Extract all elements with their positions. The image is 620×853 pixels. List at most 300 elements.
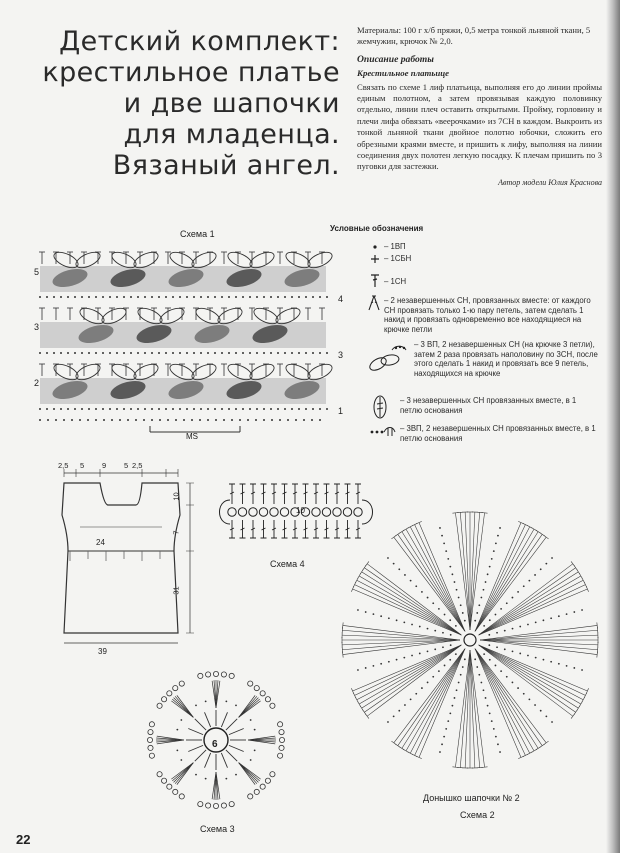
chain-dot [474, 658, 476, 660]
chain-dot [250, 759, 252, 761]
dc-spoke [402, 649, 465, 749]
chain-dot [497, 743, 499, 745]
chain-dot [249, 296, 251, 298]
dc-spoke [362, 572, 462, 635]
chain-dot [247, 419, 249, 421]
chain-dot [270, 352, 272, 354]
chain-dot [256, 352, 258, 354]
chain-dot [476, 612, 478, 614]
chain-dot [487, 705, 489, 707]
chain-dot [499, 751, 501, 753]
scheme4-center-num: 10 [296, 506, 305, 515]
chain-dot [449, 659, 451, 661]
chain-dot [434, 648, 436, 650]
chain-dot [489, 659, 491, 661]
dim-side: 7 [171, 530, 181, 535]
row-number-left: 5 [34, 267, 40, 277]
chain-dot [137, 352, 139, 354]
chain-dot [242, 296, 244, 298]
chain-dot [172, 296, 174, 298]
chain-dot [79, 419, 81, 421]
dc-stitch [303, 520, 309, 538]
chain-dot [523, 585, 525, 587]
chain-dot [88, 408, 90, 410]
dc-spoke [226, 719, 237, 730]
dc-spoke [479, 568, 576, 635]
chain-dot [109, 352, 111, 354]
chain-dot [144, 408, 146, 410]
chain-dot [462, 666, 464, 668]
chain-dot [447, 720, 449, 722]
chain-dot [485, 581, 487, 583]
chain-dot [111, 419, 113, 421]
chain-dot [53, 296, 55, 298]
dc-spoke [188, 745, 203, 751]
chain-dot [284, 408, 286, 410]
dress-text: Связать по схеме 1 лиф платьица, выполняя его до линии проймы единым полотном, а затем провязывая каждую половинку отдельно, линии плеч оставить открытыми. Пройму, горловину и плечи лифа обвязать «веерочками» из 7СН в каждом. Выкроить из тонкой льняной ткани двойное полотно юбочки, сложить его обрезными краями вместе, и пришить к лифу, выполняя на линии соединения двух полотен легкую посадку. К плечам пришить по 3 пуговки для застежки. [357, 81, 602, 172]
chain-loop [270, 508, 278, 516]
chain-dot [464, 658, 466, 660]
dim-center: 24 [96, 538, 105, 547]
chain-dot [228, 352, 230, 354]
chain-dot [432, 676, 434, 678]
chain-dot [452, 705, 454, 707]
dc-spoke [367, 564, 461, 635]
chain-dot [193, 408, 195, 410]
chain-dot [483, 689, 485, 691]
row-number-right: 3 [338, 350, 344, 360]
chain-dot [535, 657, 537, 659]
chain-dot [512, 682, 514, 684]
chain-dot [176, 729, 178, 731]
dim-top: 2,5 [132, 461, 143, 470]
chain-dot [249, 352, 251, 354]
chain-dot [165, 296, 167, 298]
chain-dot [488, 634, 490, 636]
stitch-top [544, 535, 549, 539]
chain-dot [319, 296, 321, 298]
dc-spoke [479, 645, 588, 691]
chain-dot [512, 597, 514, 599]
picot-loop [149, 753, 154, 758]
chain-dot [228, 408, 230, 410]
chain-dot [221, 352, 223, 354]
dc-spoke [221, 753, 227, 768]
chain-dot [180, 719, 182, 721]
dc-spoke [479, 645, 581, 704]
title-line: Вязаный ангел. [112, 150, 340, 181]
chain-dot [319, 419, 321, 421]
dc-spoke [357, 580, 462, 635]
dc-spoke [475, 649, 530, 754]
dc-spoke [357, 645, 462, 700]
scheme3-center-num: 6 [212, 739, 218, 750]
picot-loop [213, 803, 218, 808]
chain-dot [254, 749, 256, 751]
chain-dot [243, 767, 245, 769]
chain-dot [81, 408, 83, 410]
dc-spoke [480, 640, 598, 650]
chain-dot [495, 665, 497, 667]
chain-dot [489, 619, 491, 621]
chain-dot [326, 352, 328, 354]
chain-dot [195, 704, 197, 706]
chain-dot [179, 296, 181, 298]
chain-dot [478, 604, 480, 606]
scheme4-label: Схема 4 [270, 559, 305, 569]
chain-dot [495, 614, 497, 616]
chain-dot [519, 653, 521, 655]
chain-dot [53, 408, 55, 410]
dc-spoke [342, 640, 460, 650]
petal-stitch [239, 763, 255, 785]
dc-spoke [480, 630, 598, 640]
chain-dot [221, 408, 223, 410]
chain-dot [419, 653, 421, 655]
dc-spoke [475, 525, 525, 632]
picot-loop [265, 697, 270, 702]
chain-loop [228, 508, 236, 516]
dress-pattern [50, 465, 220, 665]
picot-loop [279, 745, 284, 750]
chain-dot [123, 408, 125, 410]
chain-dot [506, 602, 508, 604]
chain-dot [172, 352, 174, 354]
chain-dot [74, 408, 76, 410]
picot-loop [167, 784, 172, 789]
chain-dot [427, 650, 429, 652]
chain-dot [270, 296, 272, 298]
chain-dot [249, 408, 251, 410]
chain-dot [116, 296, 118, 298]
chain-dot [464, 620, 466, 622]
chain-dot [504, 630, 506, 632]
materials-text: Материалы: 100 г х/б пряжи, 0,5 метра тонкой льняной ткани, 5 жемчужин, крючок № 2,0. [357, 25, 591, 47]
chain-dot [180, 759, 182, 761]
chain-dot [456, 589, 458, 591]
dc-stitch [271, 484, 277, 504]
chain-dot [504, 648, 506, 650]
picot-loop [270, 772, 275, 777]
dc-spoke [406, 649, 465, 751]
picot-loop [167, 691, 172, 696]
stitch-top [342, 622, 343, 628]
dc-spoke [415, 649, 465, 756]
chain-dot [326, 296, 328, 298]
chain-dot [581, 669, 583, 671]
chain-dot [186, 296, 188, 298]
chain-dot [454, 697, 456, 699]
work-heading: Описание работы [357, 53, 434, 65]
dc-spoke [475, 527, 530, 632]
row-number-right: 1 [338, 406, 344, 416]
dc-spoke [398, 649, 465, 746]
chain-dot [442, 632, 444, 634]
chain-dot [47, 419, 49, 421]
chain-dot [137, 296, 139, 298]
chain-dot [527, 655, 529, 657]
chain-dot [527, 624, 529, 626]
dc-spoke [226, 750, 237, 761]
chain-dot [46, 408, 48, 410]
center-ring [464, 634, 476, 646]
dc-spoke [188, 729, 203, 735]
chain-dot [450, 644, 452, 646]
chain-dot [462, 612, 464, 614]
chain-dot [74, 296, 76, 298]
dc-spoke [359, 576, 461, 635]
chain-dot [242, 352, 244, 354]
chain-dot [186, 408, 188, 410]
chain-dot [215, 779, 217, 781]
chain-dot [200, 352, 202, 354]
dc-spoke [195, 750, 206, 761]
chain-dot [53, 352, 55, 354]
dot-icon [369, 242, 381, 252]
chain-dot [380, 663, 382, 665]
chain-dot [411, 624, 413, 626]
chain-dot [443, 736, 445, 738]
chain-dot [545, 715, 547, 717]
chain-dot [255, 739, 257, 741]
chain-dot [495, 543, 497, 545]
chain-dot [403, 657, 405, 659]
chain-dot [398, 568, 400, 570]
dc-stitch [282, 520, 288, 538]
chain-dot [165, 352, 167, 354]
dc-spoke [355, 645, 462, 695]
dc-spoke [419, 523, 465, 632]
chain-dot [523, 693, 525, 695]
chain-dot [460, 674, 462, 676]
chain-dot [312, 296, 314, 298]
dc-spoke [479, 645, 576, 712]
chain-dot [279, 419, 281, 421]
legend-item: – 3 незавершенных СН провязанных вместе, в 1 петлю основания [400, 396, 577, 415]
dc-spoke [367, 645, 461, 716]
chain-dot [581, 609, 583, 611]
chain-dot [67, 352, 69, 354]
chain-dot [191, 419, 193, 421]
row-number-right: 4 [338, 294, 344, 304]
chain-dot [231, 419, 233, 421]
chain-dot [489, 713, 491, 715]
chain-dot [497, 535, 499, 537]
chain-dot [193, 352, 195, 354]
chain-dot [439, 751, 441, 753]
petal-stitch [177, 695, 193, 717]
chain-dot [415, 693, 417, 695]
picot-loop [157, 703, 162, 708]
chain-dot [39, 352, 41, 354]
chain-dot [411, 655, 413, 657]
dc-spoke [479, 589, 588, 635]
chain-dot [393, 715, 395, 717]
cross-icon [369, 254, 381, 264]
chain-dot [235, 774, 237, 776]
chain-dot [109, 296, 111, 298]
chain-dot [476, 666, 478, 668]
chain-dot [305, 296, 307, 298]
chain-dot [517, 591, 519, 593]
chain-dot [449, 619, 451, 621]
dc-stitch [250, 520, 256, 538]
picot-loop [254, 789, 259, 794]
stitch-top [416, 521, 422, 523]
chain-dot [63, 419, 65, 421]
chain-dot [270, 408, 272, 410]
picot-loop [198, 673, 203, 678]
legend-item: – 3ВП, 2 незавершенных СН провязанных вместе, в 1 петлю основания [400, 424, 596, 443]
picot-loop [221, 672, 226, 677]
chain-dot [445, 550, 447, 552]
dc-spoke [479, 572, 579, 635]
chain-dot [512, 650, 514, 652]
chain-dot [60, 352, 62, 354]
chain-dot [439, 527, 441, 529]
legend-item: – 3 ВП, 2 незавершенных СН (на крючке 3 петли), затем 2 раза провязать наполовину по 3СН, после этого сделать 1 накид и провязать все 9 петель, находящихся на крючке [414, 340, 598, 378]
chain-dot [421, 687, 423, 689]
chain-dot [326, 408, 328, 410]
chain-dot [165, 408, 167, 410]
chain-dot [396, 659, 398, 661]
dc-spoke [475, 649, 542, 746]
chain-dot [438, 670, 440, 672]
chain-dot [39, 296, 41, 298]
chain-dot [235, 352, 237, 354]
chain-dot [187, 711, 189, 713]
dress-heading: Крестильное платьице [357, 68, 450, 79]
picot-loop [221, 803, 226, 808]
chain-dot [528, 698, 530, 700]
chain-dot [116, 408, 118, 410]
chain-dot [207, 352, 209, 354]
chain-dot [396, 619, 398, 621]
chain-dot [291, 352, 293, 354]
cluster3-icon [372, 394, 388, 420]
chain-dot [225, 778, 227, 780]
chain-dot [158, 408, 160, 410]
article-title [10, 26, 340, 181]
dc-stitch [324, 520, 330, 538]
dc-spoke [364, 645, 461, 712]
chain-dot [474, 620, 476, 622]
picot-loop [179, 681, 184, 686]
dc-spoke [342, 630, 460, 640]
dc-spoke [394, 649, 465, 743]
chain-dot [151, 408, 153, 410]
chain-dot [485, 697, 487, 699]
chain-dot [243, 711, 245, 713]
chain-dot [223, 419, 225, 421]
chain-dot [159, 419, 161, 421]
chain-loop [259, 508, 267, 516]
chain-dot [450, 634, 452, 636]
chain-dot [187, 767, 189, 769]
dim-top: 2,5 [58, 461, 69, 470]
row-number-left: 3 [34, 322, 40, 332]
ms-label: MS [186, 432, 198, 441]
chain-dot [277, 296, 279, 298]
chain-dot [39, 419, 41, 421]
legend-item: – 1ВП [384, 242, 406, 251]
chain-dot [242, 408, 244, 410]
chain-dot [312, 352, 314, 354]
dc-spoke [355, 585, 462, 635]
chain-dot [543, 659, 545, 661]
chain-dot [534, 704, 536, 706]
stitch-top [365, 561, 369, 566]
chain-dot [130, 352, 132, 354]
picot-loop [213, 671, 218, 676]
chain-dot [263, 408, 265, 410]
dc-spoke [475, 523, 521, 632]
chain-dot [455, 625, 457, 627]
dc-spoke [398, 534, 465, 631]
dc-spoke [475, 649, 534, 751]
picot-loop [179, 794, 184, 799]
stitch-top [571, 714, 575, 719]
chain-dot [81, 296, 83, 298]
chain-dot [404, 704, 406, 706]
dc-spoke [410, 527, 465, 632]
picot-loop [205, 672, 210, 677]
chain-dot [566, 665, 568, 667]
dc-spoke [479, 645, 586, 695]
stitch-top [597, 652, 598, 658]
chain-dot [357, 609, 359, 611]
stitch-top [391, 741, 396, 745]
chain-dot [95, 296, 97, 298]
chain-dot [388, 661, 390, 663]
ch3-cluster-icon [369, 425, 397, 439]
chain-dot [410, 698, 412, 700]
row-number-left: 2 [34, 378, 40, 388]
picot-loop [148, 729, 153, 734]
chain-dot [103, 419, 105, 421]
stitch-top [351, 688, 353, 694]
dc-spoke [479, 645, 573, 716]
picot-loop [229, 802, 234, 807]
chain-dot [158, 296, 160, 298]
chain-loop [280, 508, 288, 516]
chain-dot [271, 419, 273, 421]
dc-stitch [324, 484, 330, 504]
chain-dot [193, 296, 195, 298]
chain-dot [60, 296, 62, 298]
chain-dot [215, 699, 217, 701]
chain-dot [298, 408, 300, 410]
chain-dot [207, 296, 209, 298]
dc-spoke [410, 649, 465, 754]
dc-spoke [475, 649, 525, 756]
picot-loop [279, 737, 284, 742]
chain-dot [305, 408, 307, 410]
chain-dot [158, 352, 160, 354]
dc-stitch [313, 484, 319, 504]
chain-dot [291, 296, 293, 298]
chain-dot [449, 713, 451, 715]
scheme1-diagram [30, 240, 350, 440]
chain-dot [295, 419, 297, 421]
chain-dot [303, 419, 305, 421]
dc-spoke [205, 753, 211, 768]
dc-stitch [292, 520, 298, 538]
legend-item: – 1СН [384, 277, 407, 286]
dim-top: 5 [80, 461, 85, 470]
scheme2-diagram [330, 500, 610, 780]
dim-top: 9 [102, 461, 107, 470]
